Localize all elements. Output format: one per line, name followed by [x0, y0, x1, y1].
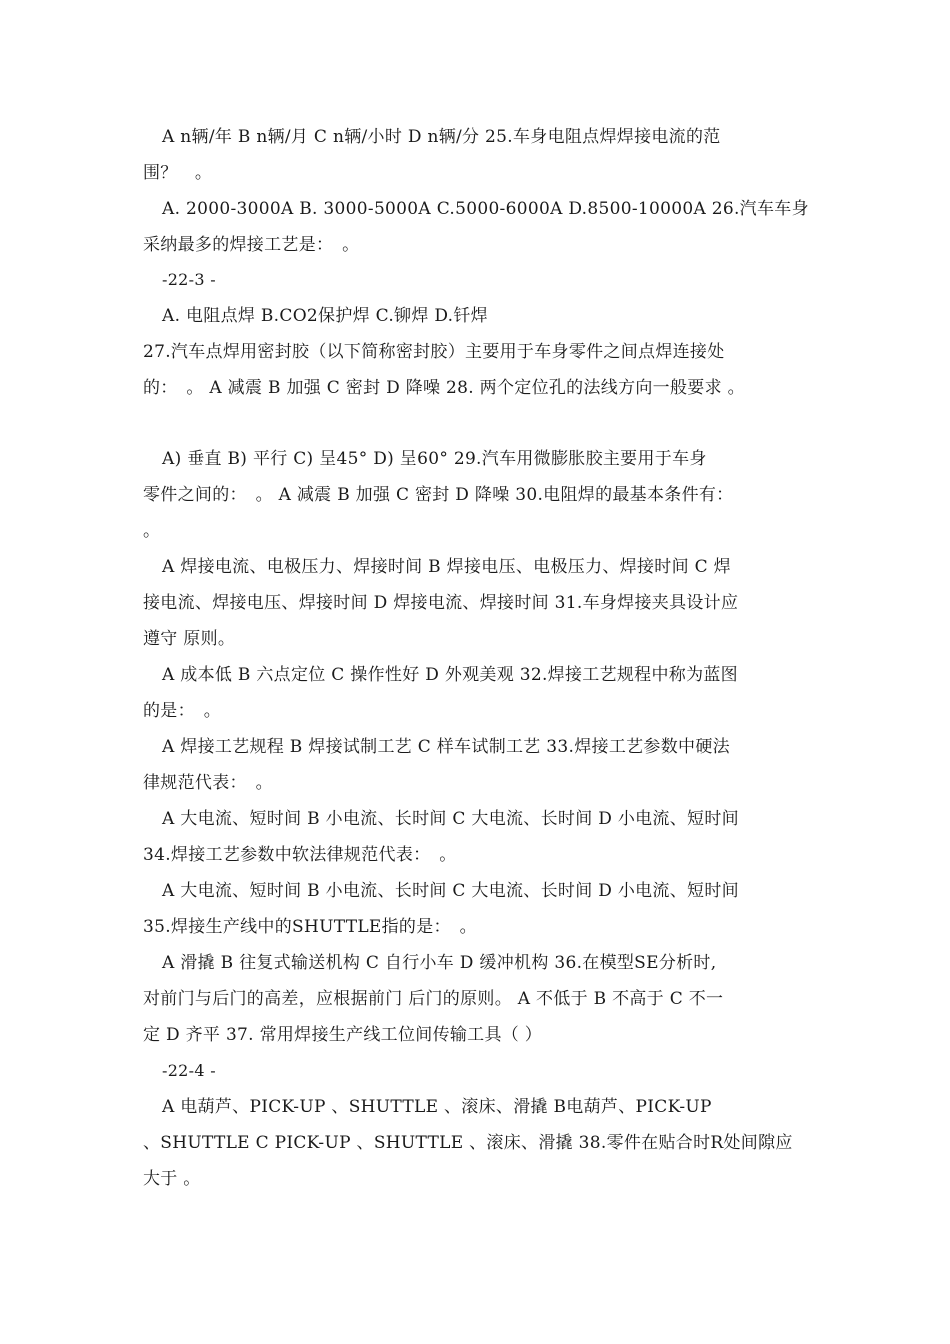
text-line: 大于 。: [143, 1169, 201, 1189]
text-line: A 大电流、短时间 B 小电流、长时间 C 大电流、长时间 D 小电流、短时间: [162, 881, 739, 901]
text-line: 对前门与后门的高差，应根据前门 后门的原则。 A 不低于 B 不高于 C 不一: [143, 989, 724, 1009]
text-line: 27.汽车点焊用密封胶（以下简称密封胶）主要用于车身零件之间点焊连接处: [143, 342, 725, 362]
page-number: -22-4 -: [162, 1061, 216, 1080]
text-line: 34.焊接工艺参数中软法律规范代表： 。: [143, 845, 457, 865]
text-line: 的： 。 A 减震 B 加强 C 密封 D 降噪 28. 两个定位孔的法线方向一般要求 。: [143, 378, 745, 398]
text-line: 遵守 原则。: [143, 629, 236, 649]
text-line: A. 电阻点焊 B.CO2保护焊 C.铆焊 D.钎焊: [162, 306, 488, 326]
text-line: 采纳最多的焊接工艺是： 。: [143, 235, 360, 255]
text-line: 律规范代表： 。: [143, 773, 273, 793]
text-line: A. 2000-3000A B. 3000-5000A C.5000-6000A D.8500-10000A 26.汽车车身: [162, 199, 809, 219]
text-line: A 大电流、短时间 B 小电流、长时间 C 大电流、长时间 D 小电流、短时间: [162, 809, 739, 829]
text-line: 35.焊接生产线中的SHUTTLE指的是： 。: [143, 917, 477, 937]
text-line: 的是： 。: [143, 701, 221, 721]
text-line: A 滑撬 B 往复式输送机构 C 自行小车 D 缓冲机构 36.在模型SE分析时,: [162, 953, 717, 973]
text-line: A 焊接工艺规程 B 焊接试制工艺 C 样车试制工艺 33.焊接工艺参数中硬法: [162, 737, 730, 757]
text-line: 、SHUTTLE C PICK-UP 、SHUTTLE 、滚床、滑撬 38.零件在贴合时R处间隙应: [143, 1133, 793, 1153]
text-line: A n辆/年 B n辆/月 C n辆/小时 D n辆/分 25.车身电阻点焊焊接电流的范: [162, 127, 721, 147]
text-line: 定 D 齐平 37. 常用焊接生产线工位间传输工具（ ）: [143, 1025, 543, 1045]
text-line: 接电流、焊接电压、焊接时间 D 焊接电流、焊接时间 31.车身焊接夹具设计应: [143, 593, 739, 613]
text-line: A 电葫芦、PICK-UP 、SHUTTLE 、滚床、滑撬 B电葫芦、PICK-UP: [162, 1097, 712, 1117]
page-number: -22-3 -: [162, 270, 216, 289]
text-line: 围？ 。: [143, 163, 213, 183]
text-line: 。: [143, 521, 161, 541]
text-line: A 焊接电流、电极压力、焊接时间 B 焊接电压、电极压力、焊接时间 C 焊: [162, 557, 731, 577]
text-line: A 成本低 B 六点定位 C 操作性好 D 外观美观 32.焊接工艺规程中称为蓝图: [162, 665, 738, 685]
text-line: A) 垂直 B) 平行 C) 呈45° D) 呈60° 29.汽车用微膨胀胶主要用于车身: [162, 449, 707, 469]
text-line: 零件之间的： 。 A 减震 B 加强 C 密封 D 降噪 30.电阻焊的最基本条件有：: [143, 485, 734, 505]
